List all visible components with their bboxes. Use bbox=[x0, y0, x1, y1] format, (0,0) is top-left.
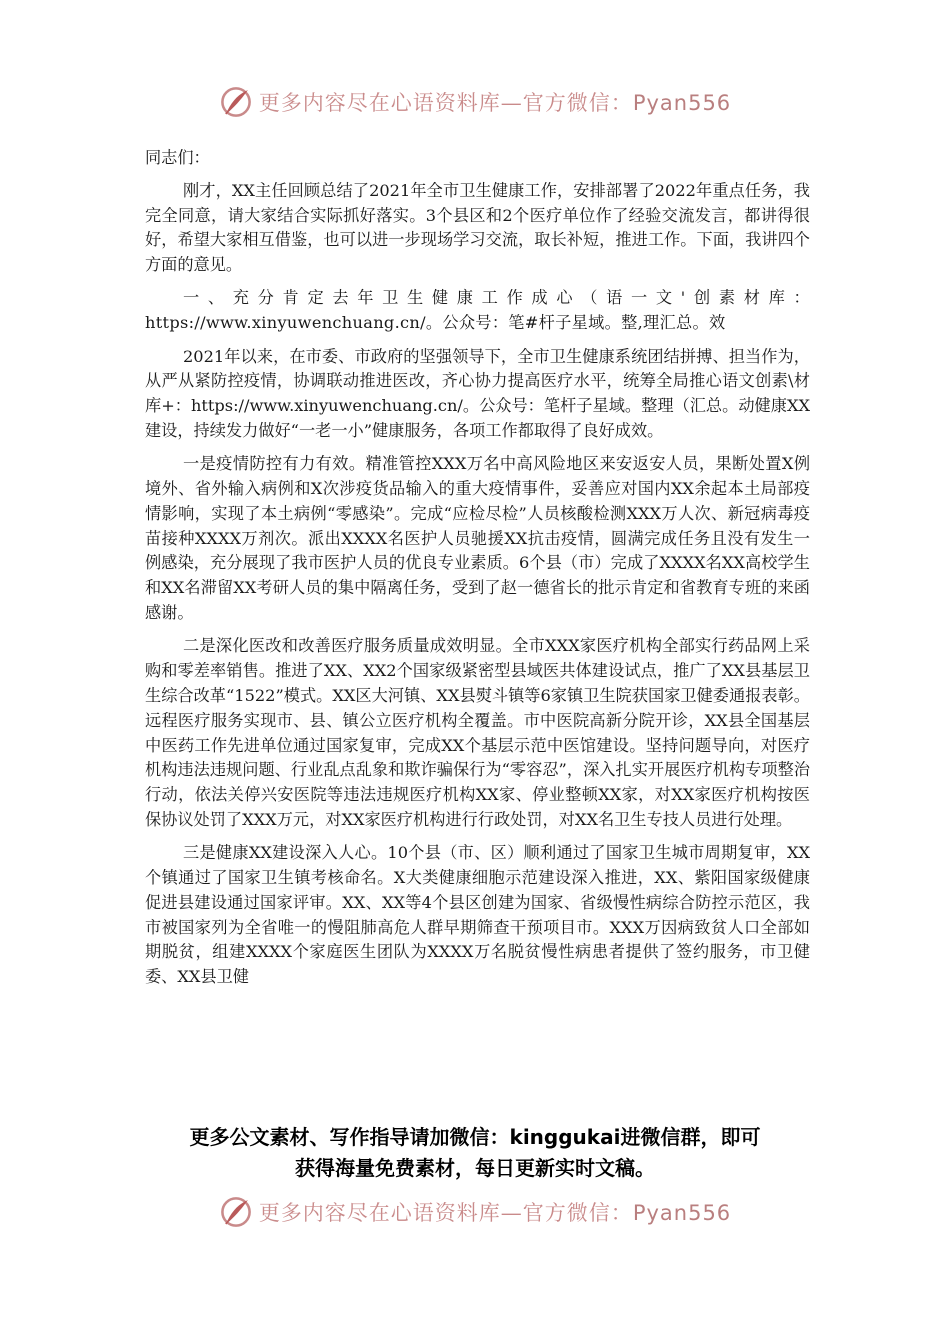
footer-banner bbox=[0, 1192, 950, 1232]
promo-notice bbox=[0, 1122, 950, 1184]
quill-logo-icon bbox=[219, 1195, 253, 1229]
paragraph-summary: 2021年以来，在市委、市政府的坚强领导下，全市卫生健康系统团结拼搏、担当作为，从严从紧防控疫情，协调联动推进医改，齐心协力提高医疗水平，统筹全局推心语文创素\材库+：https://www.xinyuwenchuang.cn/。公众号：笔杆子星域。整理（汇总。动健康XX建设，持续发力做好“一老一小”健康服务，各项工作都取得了良好成效。 bbox=[145, 346, 810, 440]
promo-line-1: 更多公文素材、写作指导请加微信：kinggukai进微信群，即可 bbox=[189, 1125, 761, 1149]
banner-label: 更多内容尽在心语资料库—官方微信： bbox=[258, 91, 633, 115]
quill-logo-icon bbox=[219, 85, 253, 119]
salutation: 同志们： bbox=[145, 148, 210, 167]
banner-label: 更多内容尽在心语资料库—官方微信： bbox=[258, 1201, 633, 1225]
banner-wechat-id: Pyan556 bbox=[632, 1201, 732, 1225]
document-text-area bbox=[145, 146, 810, 1112]
section-heading-1: 一、充分肯定去年卫生健康工作成心（语一文'创素材库：https://www.xinyuwenchuang.cn/。公众号：笔#杆子星域。整,理汇总。效 bbox=[145, 288, 810, 333]
banner-text bbox=[259, 87, 731, 117]
banner-text bbox=[259, 1197, 731, 1227]
banner-wechat-id: Pyan556 bbox=[632, 91, 732, 115]
paragraph-reform: 二是深化医改和改善医疗服务质量成效明显。全市XXX家医疗机构全部实行药品网上采购和零差率销售。推进了XX、XX2个国家级紧密型县域医共体建设试点，推广了XX县基层卫生综合改革“1522”模式。XX区大河镇、XX县熨斗镇等6家镇卫生院获国家卫健委通报表彰。远程医疗服务实现市、县、镇公立医疗机构全覆盖。市中医院高新分院开诊，XX县全国基层中医药工作先进单位通过国家复审，完成XX个基层示范中医馆建设。坚持问题导向，对医疗机构违法违规问题、行业乱点乱象和欺诈骗保行为“零容忍”，深入扎实开展医疗机构专项整治行动，依法关停兴安医院等违法违规医疗机构XX家、停业整顿XX家，对XX家医疗机构按医保协议处罚了XXX万元，对XX家医疗机构进行行政处罚，对XX名卫生专技人员进行处理。 bbox=[145, 636, 810, 829]
paragraph-health: 三是健康XX建设深入人心。10个县（市、区）顺利通过了国家卫生城市周期复审，XX个镇通过了国家卫生镇考核命名。X大类健康细胞示范建设深入推进，XX、紫阳国家级健康促进县建设通过国家评审。XX、XX等4个县区创建为国家、省级慢性病综合防控示范区，我市被国家列为全省唯一的慢阻肺高危人群早期筛查干预项目市。XXX万因病致贫人口全部如期脱贫，组建XXXX个家庭医生团队为XXXX万名脱贫慢性病患者提供了签约服务，市卫健委、XX县卫健 bbox=[145, 843, 810, 987]
promo-line-2: 获得海量免费素材，每日更新实时文稿。 bbox=[295, 1156, 655, 1180]
paragraph-epidemic: 一是疫情防控有力有效。精准管控XXX万名中高风险地区来安返安人员，果断处置X例境外、省外输入病例和X次涉疫货品输入的重大疫情事件，妥善应对国内XX余起本土局部疫情影响，实现了本土病例“零感染”。完成“应检尽检”人员核酸检测XXX万人次、新冠病毒疫苗接种XXXX万剂次。派出XXXX名医护人员驰援XX抗击疫情，圆满完成任务且没有发生一例感染，充分展现了我市医护人员的优良专业素质。6个县（市）完成了XXXX名XX高校学生和XX名滞留XX考研人员的集中隔离任务，受到了赵一德省长的批示肯定和省教育专班的来函感谢。 bbox=[145, 454, 810, 623]
paragraph-intro: 刚才，XX主任回顾总结了2021年全市卫生健康工作，安排部署了2022年重点任务，我完全同意，请大家结合实际抓好落实。3个县区和2个医疗单位作了经验交流发言，都讲得很好，希望大家相互借鉴，也可以进一步现场学习交流，取长补短，推进工作。下面，我讲四个方面的意见。 bbox=[145, 180, 810, 275]
header-banner bbox=[0, 82, 950, 122]
